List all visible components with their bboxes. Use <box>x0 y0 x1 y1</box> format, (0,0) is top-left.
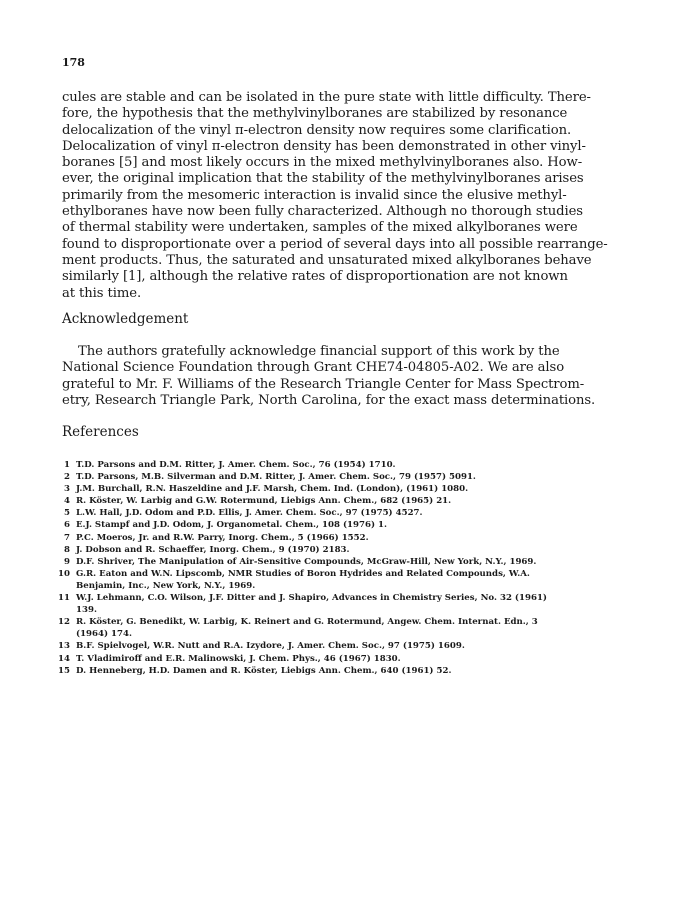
body-paragraph <box>62 90 636 302</box>
reference-number: 5 <box>64 508 70 519</box>
reference-text: B.F. Spielvogel, W.R. Nutt and R.A. Izydore, J. Amer. Chem. Soc., 97 (1975) 1609. <box>76 641 465 652</box>
body-line: of thermal stability were undertaken, samples of the mixed alkylboranes were <box>62 220 578 236</box>
reference-text: J. Dobson and R. Schaeffer, Inorg. Chem., 9 (1970) 2183. <box>76 544 350 555</box>
reference-item <box>58 459 648 471</box>
reference-text: E.J. Stampf and J.D. Odom, J. Organometal. Chem., 108 (1976) 1. <box>76 520 387 531</box>
reference-number: 14 <box>58 653 70 664</box>
reference-number: 15 <box>58 665 70 676</box>
reference-text: R. Köster, W. Larbig and G.W. Rotermund, Liebigs Ann. Chem., 682 (1965) 21. <box>76 496 452 507</box>
reference-continuation: (1964) 174. <box>76 629 132 640</box>
references-heading: References <box>62 424 139 440</box>
reference-text: P.C. Moeros, Jr. and R.W. Parry, Inorg. Chem., 5 (1966) 1552. <box>76 532 369 543</box>
page-number: 178 <box>62 56 85 69</box>
body-line: primarily from the mesomeric interaction is invalid since the elusive methyl- <box>62 187 567 203</box>
reference-item <box>58 640 648 652</box>
reference-number: 11 <box>58 593 70 604</box>
reference-item <box>58 544 648 556</box>
body-line: cules are stable and can be isolated in the pure state with little difficulty. There- <box>62 90 591 105</box>
reference-item <box>58 507 648 519</box>
reference-number: 6 <box>64 520 70 531</box>
body-line: ethylboranes have now been fully characterized. Although no thorough studies <box>62 204 583 220</box>
body-line: Delocalization of vinyl π-electron density has been demonstrated in other vinyl- <box>62 138 586 154</box>
reference-text: T.D. Parsons, M.B. Silverman and D.M. Ritter, J. Amer. Chem. Soc., 79 (1957) 5091. <box>76 472 476 483</box>
acknowledgement-line: grateful to Mr. F. Williams of the Research Triangle Center for Mass Spectrom- <box>62 376 585 392</box>
reference-text: L.W. Hall, J.D. Odom and P.D. Ellis, J. Amer. Chem. Soc., 97 (1975) 4527. <box>76 508 423 519</box>
body-line: fore, the hypothesis that the methylvinylboranes are stabilized by resonance <box>62 106 568 122</box>
reference-number: 2 <box>64 472 70 483</box>
body-line: ment products. Thus, the saturated and unsaturated mixed alkylboranes behave <box>62 252 592 268</box>
acknowledgement-line: The authors gratefully acknowledge financial support of this work by the <box>78 344 560 359</box>
reference-number: 10 <box>58 568 70 579</box>
body-line: similarly [1], although the relative rates of disproportionation are not known <box>62 269 568 285</box>
reference-text: T.D. Parsons and D.M. Ritter, J. Amer. Chem. Soc., 76 (1954) 1710. <box>76 460 396 470</box>
reference-item <box>58 556 648 568</box>
reference-continuation: 139. <box>76 605 97 616</box>
reference-continuation: Benjamin, Inc., New York, N.Y., 1969. <box>76 580 256 591</box>
acknowledgement-heading: Acknowledgement <box>62 311 189 327</box>
reference-text: T. Vladimiroff and E.R. Malinowski, J. Chem. Phys., 46 (1967) 1830. <box>76 653 401 664</box>
reference-item <box>58 592 648 604</box>
body-line: ever, the original implication that the stability of the methylvinylboranes arises <box>62 171 584 187</box>
reference-item <box>58 471 648 483</box>
reference-text: R. Köster, G. Benedikt, W. Larbig, K. Reinert and G. Rotermund, Angew. Chem. Internat. Edn., 3 <box>76 617 538 628</box>
reference-number: 13 <box>58 641 70 652</box>
reference-number: 7 <box>64 532 70 543</box>
reference-number: 9 <box>64 556 70 567</box>
reference-item <box>58 495 648 507</box>
acknowledgement-paragraph <box>62 344 636 409</box>
reference-item <box>58 616 648 628</box>
acknowledgement-line: National Science Foundation through Grant CHE74-04805-A02. We are also <box>62 360 565 376</box>
reference-item <box>58 568 648 580</box>
reference-item <box>58 653 648 665</box>
reference-item <box>58 483 648 495</box>
reference-list <box>58 459 648 677</box>
body-line: delocalization of the vinyl π-electron density now requires some clarification. <box>62 122 572 138</box>
reference-item <box>58 532 648 544</box>
acknowledgement-line: etry, Research Triangle Park, North Carolina, for the exact mass determinations. <box>62 392 596 408</box>
reference-text: D. Henneberg, H.D. Damen and R. Köster, Liebigs Ann. Chem., 640 (1961) 52. <box>76 665 452 676</box>
body-line: boranes [5] and most likely occurs in the mixed methylvinylboranes also. How- <box>62 155 583 171</box>
reference-text: J.M. Burchall, R.N. Haszeldine and J.F. Marsh, Chem. Ind. (London), (1961) 1080. <box>76 484 469 495</box>
reference-item <box>58 665 648 677</box>
reference-number: 3 <box>64 484 70 495</box>
reference-text: W.J. Lehmann, C.O. Wilson, J.F. Ditter and J. Shapiro, Advances in Chemistry Series, No. 32 (1961) <box>76 593 547 604</box>
reference-item <box>58 519 648 531</box>
reference-text: G.R. Eaton and W.N. Lipscomb, NMR Studies of Boron Hydrides and Related Compounds, W.A. <box>76 568 530 579</box>
reference-number: 4 <box>64 496 70 507</box>
reference-number: 8 <box>64 544 70 555</box>
body-line: found to disproportionate over a period of several days into all possible rearrange- <box>62 236 608 252</box>
reference-number: 12 <box>58 617 70 628</box>
body-line: at this time. <box>62 285 142 301</box>
reference-text: D.F. Shriver, The Manipulation of Air-Sensitive Compounds, McGraw-Hill, New York, N.Y., 1969. <box>76 556 537 567</box>
reference-number: 1 <box>64 460 70 470</box>
